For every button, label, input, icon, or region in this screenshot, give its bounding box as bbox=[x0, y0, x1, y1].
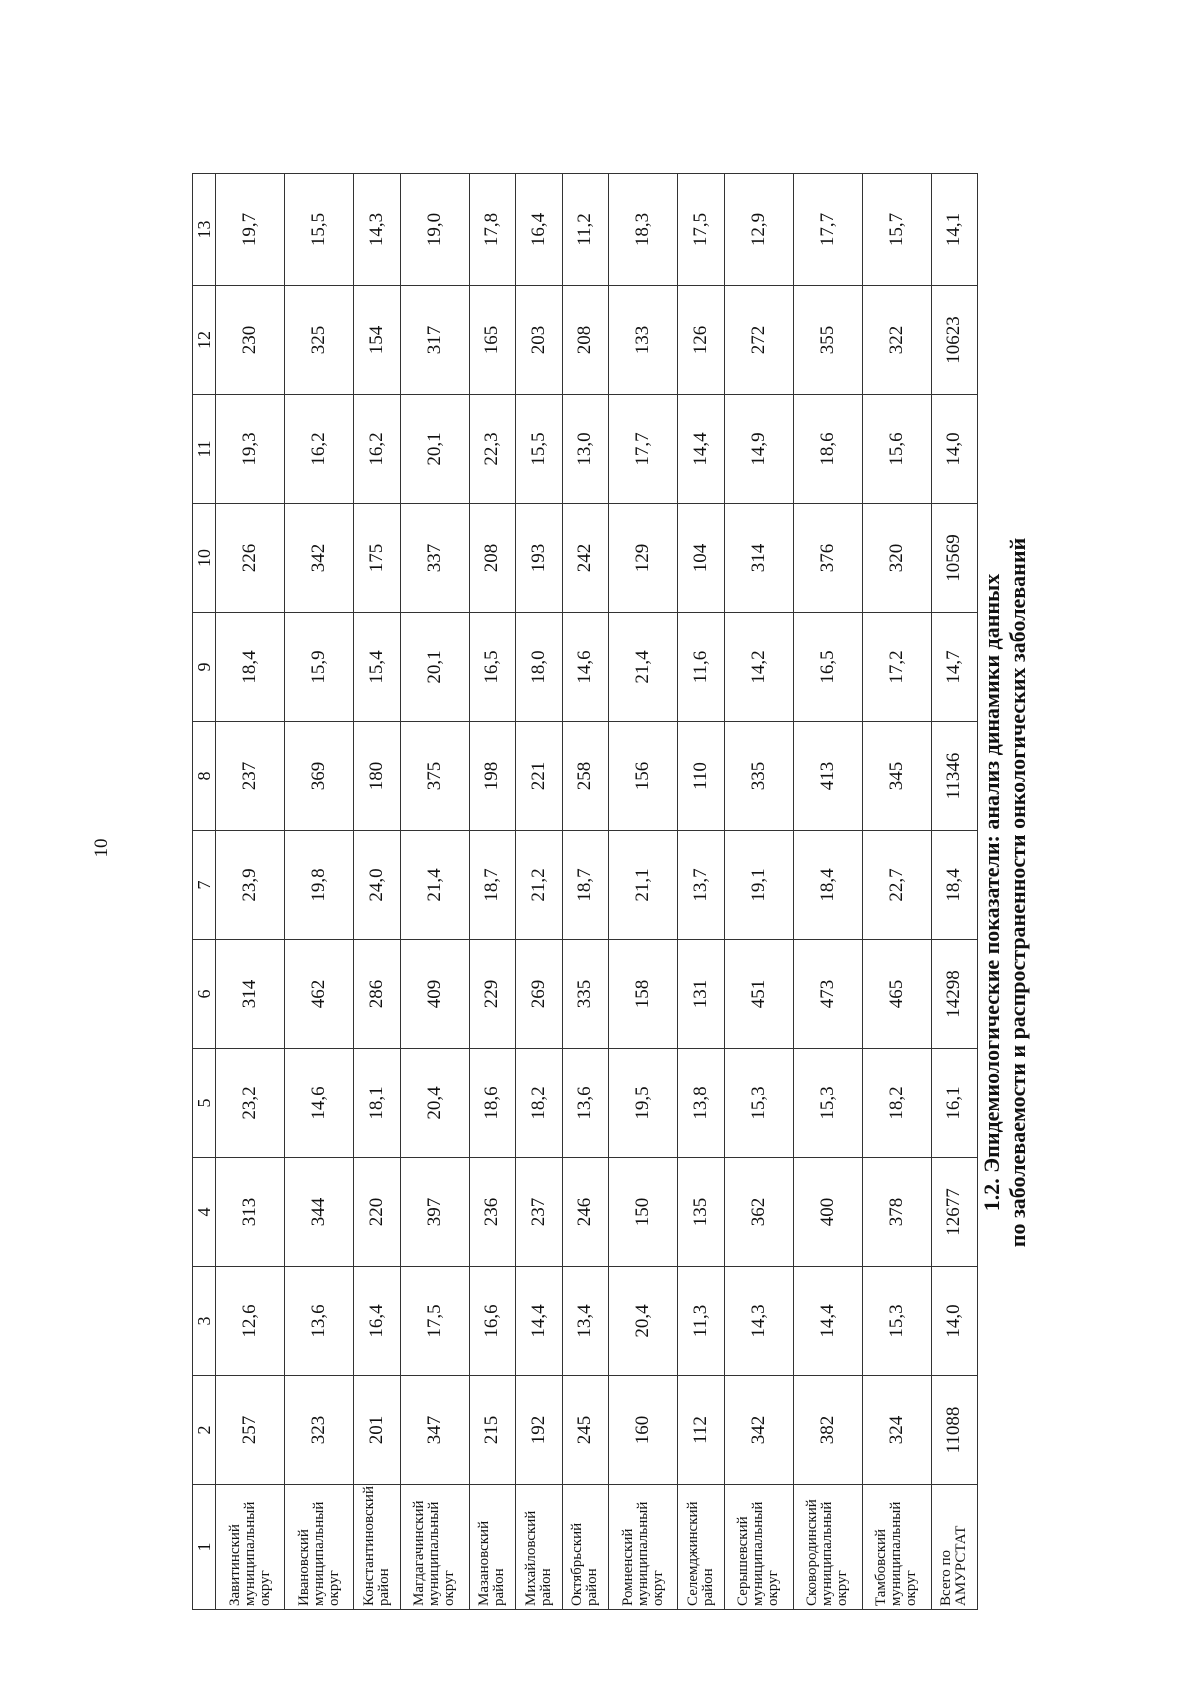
value-cell: 17,7 bbox=[793, 174, 862, 286]
table-row bbox=[678, 174, 725, 1610]
value-cell: 14,3 bbox=[724, 1267, 793, 1376]
value-cell: 21,1 bbox=[609, 831, 678, 940]
value-cell: 246 bbox=[562, 1158, 609, 1267]
value-cell: 320 bbox=[862, 504, 931, 613]
value-cell: 126 bbox=[678, 286, 725, 395]
value-cell: 347 bbox=[400, 1376, 469, 1485]
value-cell: 203 bbox=[516, 286, 563, 395]
value-cell: 104 bbox=[678, 504, 725, 613]
district-name-cell: Тамбовский муниципальный округ bbox=[862, 1485, 931, 1610]
column-number-header: 7 bbox=[193, 831, 216, 940]
value-cell: 337 bbox=[400, 504, 469, 613]
district-name-cell: Серышевский муниципальный округ bbox=[724, 1485, 793, 1610]
column-number-header: 12 bbox=[193, 286, 216, 395]
value-cell: 322 bbox=[862, 286, 931, 395]
value-cell: 131 bbox=[678, 940, 725, 1049]
table-row bbox=[793, 174, 862, 1610]
district-name-cell: Сковородинский муниципальный округ bbox=[793, 1485, 862, 1610]
value-cell: 18,6 bbox=[469, 1049, 516, 1158]
value-cell: 20,1 bbox=[400, 613, 469, 722]
value-cell: 19,0 bbox=[400, 174, 469, 286]
value-cell: 15,4 bbox=[354, 613, 401, 722]
column-number-header: 6 bbox=[193, 940, 216, 1049]
value-cell: 14,6 bbox=[562, 613, 609, 722]
value-cell: 324 bbox=[862, 1376, 931, 1485]
value-cell: 286 bbox=[354, 940, 401, 1049]
section-caption bbox=[978, 175, 1032, 1610]
caption-line-1: 1.2. Эпидемиологические показатели: анализ динамики данных bbox=[978, 573, 1004, 1212]
value-cell: 13,0 bbox=[562, 395, 609, 504]
value-cell: 400 bbox=[793, 1158, 862, 1267]
district-name-cell: Октябрьский район bbox=[562, 1485, 609, 1610]
value-cell: 376 bbox=[793, 504, 862, 613]
value-cell: 17,7 bbox=[609, 395, 678, 504]
column-number-header: 5 bbox=[193, 1049, 216, 1158]
value-cell: 16,5 bbox=[469, 613, 516, 722]
value-cell: 21,4 bbox=[400, 831, 469, 940]
value-cell: 15,3 bbox=[724, 1049, 793, 1158]
value-cell: 18,4 bbox=[216, 613, 285, 722]
value-cell: 16,5 bbox=[793, 613, 862, 722]
value-cell: 342 bbox=[285, 504, 354, 613]
column-number-header: 8 bbox=[193, 722, 216, 831]
value-cell: 345 bbox=[862, 722, 931, 831]
value-cell: 17,5 bbox=[678, 174, 725, 286]
value-cell: 158 bbox=[609, 940, 678, 1049]
value-cell: 375 bbox=[400, 722, 469, 831]
value-cell: 269 bbox=[516, 940, 563, 1049]
value-cell: 18,3 bbox=[609, 174, 678, 286]
value-cell: 14,1 bbox=[931, 174, 978, 286]
value-cell: 11088 bbox=[931, 1376, 978, 1485]
value-cell: 344 bbox=[285, 1158, 354, 1267]
value-cell: 193 bbox=[516, 504, 563, 613]
district-name-cell: Мазановский район bbox=[469, 1485, 516, 1610]
value-cell: 13,8 bbox=[678, 1049, 725, 1158]
statistics-table bbox=[192, 173, 978, 1610]
value-cell: 10569 bbox=[931, 504, 978, 613]
value-cell: 160 bbox=[609, 1376, 678, 1485]
value-cell: 192 bbox=[516, 1376, 563, 1485]
value-cell: 16,2 bbox=[354, 395, 401, 504]
value-cell: 24,0 bbox=[354, 831, 401, 940]
value-cell: 19,5 bbox=[609, 1049, 678, 1158]
value-cell: 14,0 bbox=[931, 395, 978, 504]
value-cell: 129 bbox=[609, 504, 678, 613]
value-cell: 15,7 bbox=[862, 174, 931, 286]
value-cell: 342 bbox=[724, 1376, 793, 1485]
value-cell: 18,0 bbox=[516, 613, 563, 722]
value-cell: 14,6 bbox=[285, 1049, 354, 1158]
value-cell: 18,7 bbox=[469, 831, 516, 940]
value-cell: 17,5 bbox=[400, 1267, 469, 1376]
column-number-header: 9 bbox=[193, 613, 216, 722]
table-row bbox=[724, 174, 793, 1610]
value-cell: 14,3 bbox=[354, 174, 401, 286]
table-row bbox=[216, 174, 285, 1610]
value-cell: 19,3 bbox=[216, 395, 285, 504]
value-cell: 272 bbox=[724, 286, 793, 395]
value-cell: 150 bbox=[609, 1158, 678, 1267]
district-name-cell: Константиновский район bbox=[354, 1485, 401, 1610]
district-name-cell: Михайловский район bbox=[516, 1485, 563, 1610]
value-cell: 198 bbox=[469, 722, 516, 831]
value-cell: 133 bbox=[609, 286, 678, 395]
value-cell: 14,2 bbox=[724, 613, 793, 722]
value-cell: 10623 bbox=[931, 286, 978, 395]
value-cell: 11,2 bbox=[562, 174, 609, 286]
value-cell: 15,3 bbox=[793, 1049, 862, 1158]
table-row bbox=[354, 174, 401, 1610]
value-cell: 208 bbox=[562, 286, 609, 395]
value-cell: 378 bbox=[862, 1158, 931, 1267]
value-cell: 15,5 bbox=[516, 395, 563, 504]
value-cell: 230 bbox=[216, 286, 285, 395]
value-cell: 175 bbox=[354, 504, 401, 613]
value-cell: 258 bbox=[562, 722, 609, 831]
value-cell: 382 bbox=[793, 1376, 862, 1485]
value-cell: 21,2 bbox=[516, 831, 563, 940]
value-cell: 18,6 bbox=[793, 395, 862, 504]
value-cell: 17,8 bbox=[469, 174, 516, 286]
value-cell: 335 bbox=[562, 940, 609, 1049]
value-cell: 18,4 bbox=[793, 831, 862, 940]
value-cell: 317 bbox=[400, 286, 469, 395]
value-cell: 226 bbox=[216, 504, 285, 613]
value-cell: 15,3 bbox=[862, 1267, 931, 1376]
table-row bbox=[862, 174, 931, 1610]
value-cell: 14,4 bbox=[678, 395, 725, 504]
page-number: 10 bbox=[91, 838, 112, 858]
value-cell: 15,5 bbox=[285, 174, 354, 286]
value-cell: 313 bbox=[216, 1158, 285, 1267]
value-cell: 19,8 bbox=[285, 831, 354, 940]
column-number-header: 3 bbox=[193, 1267, 216, 1376]
table-header-row bbox=[193, 174, 216, 1610]
value-cell: 18,4 bbox=[931, 831, 978, 940]
table-row bbox=[562, 174, 609, 1610]
table-row bbox=[931, 174, 978, 1610]
value-cell: 21,4 bbox=[609, 613, 678, 722]
value-cell: 413 bbox=[793, 722, 862, 831]
value-cell: 180 bbox=[354, 722, 401, 831]
value-cell: 18,2 bbox=[862, 1049, 931, 1158]
value-cell: 473 bbox=[793, 940, 862, 1049]
value-cell: 19,7 bbox=[216, 174, 285, 286]
value-cell: 18,7 bbox=[562, 831, 609, 940]
value-cell: 325 bbox=[285, 286, 354, 395]
value-cell: 362 bbox=[724, 1158, 793, 1267]
value-cell: 22,3 bbox=[469, 395, 516, 504]
value-cell: 465 bbox=[862, 940, 931, 1049]
rotated-page-content bbox=[192, 175, 1032, 1610]
value-cell: 11346 bbox=[931, 722, 978, 831]
value-cell: 20,4 bbox=[609, 1267, 678, 1376]
value-cell: 14,9 bbox=[724, 395, 793, 504]
value-cell: 245 bbox=[562, 1376, 609, 1485]
district-name-cell: Ромненский муниципальный округ bbox=[609, 1485, 678, 1610]
value-cell: 22,7 bbox=[862, 831, 931, 940]
value-cell: 208 bbox=[469, 504, 516, 613]
value-cell: 462 bbox=[285, 940, 354, 1049]
district-name-cell: Завитинский муниципальный округ bbox=[216, 1485, 285, 1610]
value-cell: 16,4 bbox=[516, 174, 563, 286]
value-cell: 17,2 bbox=[862, 613, 931, 722]
value-cell: 13,7 bbox=[678, 831, 725, 940]
value-cell: 110 bbox=[678, 722, 725, 831]
value-cell: 14,4 bbox=[516, 1267, 563, 1376]
table-row bbox=[469, 174, 516, 1610]
value-cell: 112 bbox=[678, 1376, 725, 1485]
value-cell: 14298 bbox=[931, 940, 978, 1049]
column-number-header: 1 bbox=[193, 1485, 216, 1610]
table-row bbox=[516, 174, 563, 1610]
value-cell: 15,9 bbox=[285, 613, 354, 722]
value-cell: 20,1 bbox=[400, 395, 469, 504]
value-cell: 369 bbox=[285, 722, 354, 831]
value-cell: 165 bbox=[469, 286, 516, 395]
value-cell: 14,0 bbox=[931, 1267, 978, 1376]
value-cell: 12,9 bbox=[724, 174, 793, 286]
column-number-header: 10 bbox=[193, 504, 216, 613]
district-name-cell: Селемджинский район bbox=[678, 1485, 725, 1610]
table-row bbox=[609, 174, 678, 1610]
value-cell: 156 bbox=[609, 722, 678, 831]
column-number-header: 2 bbox=[193, 1376, 216, 1485]
value-cell: 215 bbox=[469, 1376, 516, 1485]
value-cell: 11,3 bbox=[678, 1267, 725, 1376]
column-number-header: 11 bbox=[193, 395, 216, 504]
district-name-cell: Ивановский муниципальный округ bbox=[285, 1485, 354, 1610]
value-cell: 20,4 bbox=[400, 1049, 469, 1158]
value-cell: 397 bbox=[400, 1158, 469, 1267]
value-cell: 18,1 bbox=[354, 1049, 401, 1158]
column-number-header: 13 bbox=[193, 174, 216, 286]
value-cell: 11,6 bbox=[678, 613, 725, 722]
value-cell: 154 bbox=[354, 286, 401, 395]
value-cell: 16,6 bbox=[469, 1267, 516, 1376]
value-cell: 257 bbox=[216, 1376, 285, 1485]
value-cell: 229 bbox=[469, 940, 516, 1049]
table-row bbox=[285, 174, 354, 1610]
value-cell: 314 bbox=[216, 940, 285, 1049]
value-cell: 220 bbox=[354, 1158, 401, 1267]
value-cell: 16,1 bbox=[931, 1049, 978, 1158]
value-cell: 236 bbox=[469, 1158, 516, 1267]
value-cell: 23,2 bbox=[216, 1049, 285, 1158]
district-name-cell: Магдагачинский муниципальный округ bbox=[400, 1485, 469, 1610]
table-row bbox=[400, 174, 469, 1610]
value-cell: 14,4 bbox=[793, 1267, 862, 1376]
value-cell: 13,6 bbox=[285, 1267, 354, 1376]
value-cell: 242 bbox=[562, 504, 609, 613]
value-cell: 12677 bbox=[931, 1158, 978, 1267]
value-cell: 23,9 bbox=[216, 831, 285, 940]
caption-line-2: по заболеваемости и распространенности онкологических заболеваний bbox=[1005, 537, 1030, 1248]
value-cell: 355 bbox=[793, 286, 862, 395]
value-cell: 237 bbox=[216, 722, 285, 831]
value-cell: 323 bbox=[285, 1376, 354, 1485]
value-cell: 13,4 bbox=[562, 1267, 609, 1376]
district-name-cell: Всего по АМУРСТАТ bbox=[931, 1485, 978, 1610]
value-cell: 16,2 bbox=[285, 395, 354, 504]
value-cell: 314 bbox=[724, 504, 793, 613]
value-cell: 135 bbox=[678, 1158, 725, 1267]
value-cell: 12,6 bbox=[216, 1267, 285, 1376]
value-cell: 221 bbox=[516, 722, 563, 831]
value-cell: 19,1 bbox=[724, 831, 793, 940]
value-cell: 201 bbox=[354, 1376, 401, 1485]
column-number-header: 4 bbox=[193, 1158, 216, 1267]
value-cell: 13,6 bbox=[562, 1049, 609, 1158]
value-cell: 335 bbox=[724, 722, 793, 831]
value-cell: 409 bbox=[400, 940, 469, 1049]
value-cell: 16,4 bbox=[354, 1267, 401, 1376]
value-cell: 15,6 bbox=[862, 395, 931, 504]
value-cell: 451 bbox=[724, 940, 793, 1049]
value-cell: 237 bbox=[516, 1158, 563, 1267]
value-cell: 18,2 bbox=[516, 1049, 563, 1158]
value-cell: 14,7 bbox=[931, 613, 978, 722]
